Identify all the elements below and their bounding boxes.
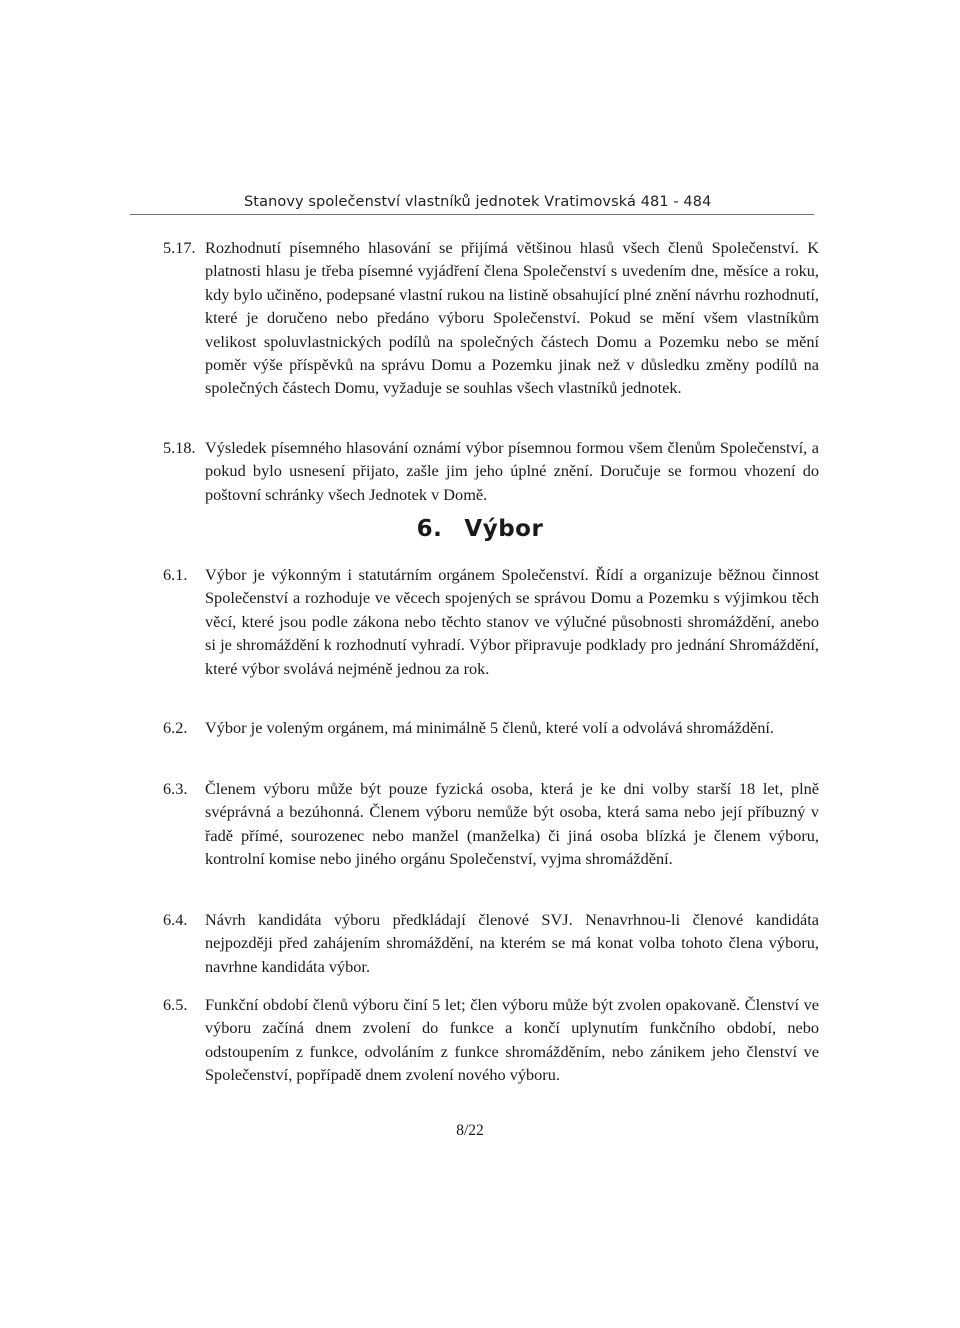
clause-number: 6.5.: [163, 995, 188, 1014]
clause-6-3: [163, 777, 823, 871]
section-number: 6.: [416, 516, 443, 542]
header-divider: [130, 214, 814, 215]
clause-text: Výsledek písemného hlasování oznámí výbor písemnou formou všem členům Společenství, a pokud bylo usnesení přijato, zašle jim jeho úplné znění. Doručuje se formou vhození do poštovní schránky všech Jednotek v Domě.: [205, 438, 819, 504]
clause-5-17: [163, 236, 823, 400]
section-heading: [0, 516, 960, 542]
page-number: 8/22: [456, 1122, 484, 1139]
clause-number: 6.4.: [163, 910, 188, 929]
section-title: Výbor: [464, 516, 544, 542]
clause-text: Výbor je voleným orgánem, má minimálně 5 členů, které volí a odvolává shromáždění.: [205, 718, 774, 737]
clause-text: Rozhodnutí písemného hlasování se přijímá většinou hlasů všech členů Společenství. K platnosti hlasu je třeba písemné vyjádření člena Společenství s uvedením dne, měsíce a roku, kdy bylo učiněno, podepsané vlastní rukou na listině obsahující plné znění návrhu rozhodnutí, které je doručeno nebo předáno výboru Společenství. Pokud se mění všem vlastníkům velikost spoluvlastnických podílů na společných částech Domu a Pozemku nebo se mění poměr výše příspěvků na správu Domu a Pozemku jinak než v důsledku změny podílů na společných částech Domu, vyžaduje se souhlas všech vlastníků jednotek.: [205, 238, 819, 398]
clause-6-5: [163, 993, 823, 1087]
clause-number: 6.2.: [163, 718, 188, 737]
clause-text: Výbor je výkonným i statutárním orgánem Společenství. Řídí a organizuje běžnou činnost Společenství a rozhoduje ve věcech spojených se správou Domu a Pozemku s výjimkou těch věcí, které jsou podle zákona nebo těchto stanov ve výlučné působnosti shromáždění, anebo si je shromáždění k rozhodnutí vyhradí. Výbor připravuje podklady pro jednání Shromáždění, které výbor svolává nejméně jednou za rok.: [205, 565, 819, 678]
clause-number: 5.18.: [163, 438, 196, 457]
clause-6-2: [163, 716, 823, 739]
clause-6-1: [163, 563, 823, 680]
clause-text: Funkční období členů výboru činí 5 let; člen výboru může být zvolen opakovaně. Členství ve výboru začíná dnem zvolení do funkce a končí uplynutím funkčního období, nebo odstoupením z funkce, odvoláním z funkce shromážděním, nebo zánikem jeho členství ve Společenství, popřípadě dnem zvolení nového výboru.: [205, 995, 819, 1085]
running-header: Stanovy společenství vlastníků jednotek Vratimovská 481 - 484: [244, 194, 712, 210]
clause-text: Návrh kandidáta výboru předkládají členové SVJ. Nenavrhnou-li členové kandidáta nejpozději před zahájením shromáždění, na kterém se má konat volba tohoto člena výboru, navrhne kandidáta výbor.: [205, 910, 819, 976]
clause-5-18: [163, 436, 823, 506]
clause-6-4: [163, 908, 823, 978]
clause-number: 6.3.: [163, 779, 188, 798]
clause-number: 6.1.: [163, 565, 188, 584]
clause-number: 5.17.: [163, 238, 196, 257]
clause-text: Členem výboru může být pouze fyzická osoba, která je ke dni volby starší 18 let, plně svéprávná a bezúhonná. Členem výboru nemůže být osoba, která sama nebo její příbuzný v řadě přímé, sourozenec nebo manžel (manželka) či jiná osoba blízká je členem výboru, kontrolní komise nebo jiného orgánu Společenství, vyjma shromáždění.: [205, 779, 819, 869]
